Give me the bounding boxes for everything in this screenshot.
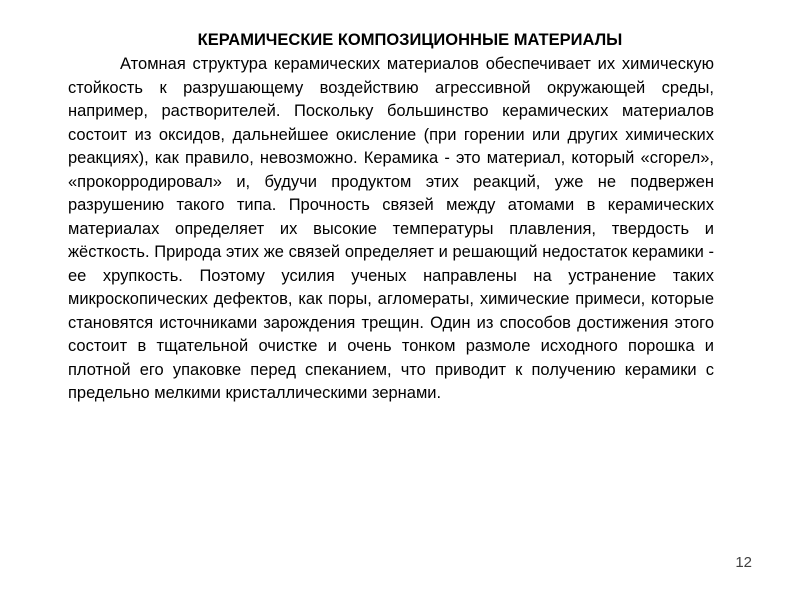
page-number: 12 (735, 554, 752, 571)
body-paragraph: Атомная структура керамических материалов обеспечивает их химическую стойкость к разрушающему воздействию агрессивной окружающей среды, например, растворителей. Поскольку большинство керамических материалов состоит из оксидов, дальнейшее окисление (при горении или других химических реакциях), как правило, невозможно. Керамика - это материал, который «сгорел», «прокорродировал» и, будучи продуктом этих реакций, уже не подвержен разрушению такого типа. Прочность связей между атомами в керамических материалах определяет их высокие температуры плавления, твердость и жёсткость. Природа этих же связей определяет и решающий недостаток керамики - ее хрупкость. Поэтому усилия ученых направлены на устранение таких микроскопических дефектов, как поры, агломераты, химические примеси, которые становятся источниками зарождения трещин. Один из способов достижения этого состоит в тщательной очистке и очень тонком размоле исходного порошка и плотной его упаковке перед спеканием, что приводит к получению керамики с предельно мелкими кристаллическими зернами. (68, 55, 714, 402)
slide-title: КЕРАМИЧЕСКИЕ КОМПОЗИЦИОННЫЕ МАТЕРИАЛЫ (197, 31, 623, 49)
